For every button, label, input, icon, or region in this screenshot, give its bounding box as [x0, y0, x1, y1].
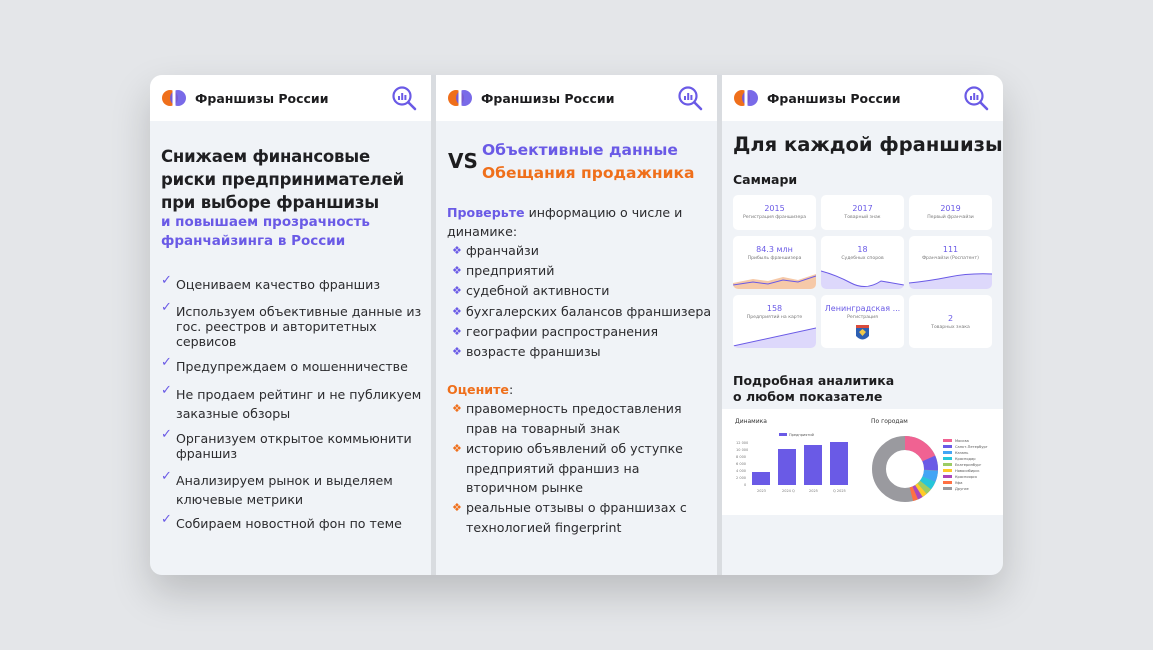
summary-title: Саммари	[733, 172, 798, 187]
y-tick: 8 000	[736, 455, 747, 459]
legend-swatch	[779, 433, 787, 436]
mission-subheading: и повышаем прозрачность франчайзинга в России	[161, 214, 370, 249]
summary-tile[interactable]: 2019 Первый франчайзи	[909, 195, 992, 230]
y-tick: 6 000	[736, 462, 747, 466]
legend-item: Казань	[943, 451, 998, 455]
y-tick: 4 000	[736, 469, 747, 473]
checkmark-icon: ✓	[161, 469, 172, 484]
checklist-item: ✓ Организуем открытое коммьюнити франшиз	[161, 427, 412, 461]
brand-name: Франшизы России	[195, 91, 329, 106]
dynamics-bar-chart	[732, 427, 862, 513]
legend-item: Санкт-Петербург	[943, 445, 998, 449]
header	[722, 75, 1003, 121]
x-tick: 2023	[757, 489, 766, 493]
checkmark-icon: ✓	[161, 273, 172, 288]
diamond-bullet-icon: ❖	[452, 442, 462, 455]
search-analytics-icon[interactable]	[677, 85, 703, 111]
legend-item: Москва	[943, 439, 998, 443]
slide-comparison	[436, 75, 717, 575]
mission-heading: Снижаем финансовые риски предпринимателей при выборе франшизы	[161, 147, 404, 212]
check-list-item: ❖ судебной активности	[452, 281, 714, 301]
legend-item: Другие	[943, 487, 998, 491]
sparkline	[821, 265, 904, 289]
bar	[830, 442, 848, 485]
legend-item: Краснодар	[943, 457, 998, 461]
sales-promises-heading: Обещания продажника	[482, 164, 695, 182]
bar	[778, 449, 796, 485]
slide-mission	[150, 75, 431, 575]
diamond-bullet-icon: ❖	[452, 284, 462, 297]
search-analytics-icon[interactable]	[391, 85, 417, 111]
x-tick: Q 2025	[833, 489, 846, 493]
diamond-bullet-icon: ❖	[452, 325, 462, 338]
legend-item: Уфа	[943, 481, 998, 485]
y-tick: 10 000	[736, 448, 749, 452]
sparkline	[909, 265, 992, 289]
diamond-bullet-icon: ❖	[452, 345, 462, 358]
summary-tile[interactable]: 2015 Регистрация франшизера	[733, 195, 816, 230]
summary-tile[interactable]: Ленинградская ... Регистрация	[821, 295, 904, 348]
cities-donut-chart	[867, 427, 943, 509]
check-list-item: ❖ бухгалерских балансов франшизера	[452, 302, 714, 322]
dynamics-label: Динамика	[735, 418, 767, 425]
sparkline	[733, 324, 816, 348]
checklist-item: ✓ Предупреждаем о мошенничестве	[161, 355, 408, 374]
analytics-preview	[722, 409, 1003, 515]
header	[436, 75, 717, 121]
rate-list-item: ❖ реальные отзывы о франшизах с технологией fingerprint	[452, 500, 687, 535]
summary-tile[interactable]: 111 Франчайзи (Роспатент)	[909, 236, 992, 289]
y-tick: 2 000	[736, 476, 747, 480]
check-list-item: ❖ предприятий	[452, 261, 714, 281]
summary-tile[interactable]: 2017 Товарный знак	[821, 195, 904, 230]
checklist-item: ✓ Оцениваем качество франшиз	[161, 273, 381, 292]
y-tick: 0	[744, 483, 747, 487]
search-analytics-icon[interactable]	[963, 85, 989, 111]
check-list-item: ❖ франчайзи	[452, 241, 714, 261]
brand-name: Франшизы России	[481, 91, 615, 106]
summary-tile[interactable]: 158 Предприятий на карте	[733, 295, 816, 348]
brand-logo-icon	[161, 88, 187, 108]
x-tick: 2024 Q	[782, 489, 795, 493]
x-tick: 2025	[809, 489, 818, 493]
diamond-bullet-icon: ❖	[452, 402, 462, 415]
legend-item: Екатеринбург	[943, 463, 998, 467]
summary-tile[interactable]: 84.3 млн Прибыль франшизера	[733, 236, 816, 289]
slides-container	[150, 75, 1003, 575]
diamond-bullet-icon: ❖	[452, 264, 462, 277]
legend-item: Новосибирск	[943, 469, 998, 473]
rate-list-item: ❖ историю объявлений об уступке предприятий франшиз на вторичном рынке	[452, 441, 683, 495]
bar-legend: Предприятий	[789, 433, 814, 437]
checkmark-icon: ✓	[161, 300, 172, 315]
bar	[804, 445, 822, 485]
objective-data-heading: Объективные данные	[482, 141, 678, 159]
checklist-item: ✓ Анализируем рынок и выделяем ключевые метрики	[161, 469, 393, 507]
checkmark-icon: ✓	[161, 512, 172, 527]
y-tick: 12 000	[736, 441, 749, 445]
checklist-item: ✓ Используем объективные данные из гос. реестров и авторитетных сервисов	[161, 300, 422, 349]
summary-tile[interactable]: 18 Судебных споров	[821, 236, 904, 289]
check-list-item: ❖ географии распространения	[452, 322, 714, 342]
checklist-item: ✓ Не продаем рейтинг и не публикуем заказные обзоры	[161, 383, 422, 421]
analytics-title: Подробная аналитика о любом показателе	[733, 373, 895, 404]
vs-label: VS	[448, 149, 478, 173]
region-emblem-icon	[821, 324, 904, 348]
checklist-item: ✓ Собираем новостной фон по теме	[161, 512, 402, 531]
rate-intro: Оцените:	[447, 382, 514, 397]
brand-name: Франшизы России	[767, 91, 901, 106]
checkmark-icon: ✓	[161, 355, 172, 370]
diamond-bullet-icon: ❖	[452, 244, 462, 257]
summary-tile[interactable]: 2 Товарных знака	[909, 295, 992, 348]
checkmark-icon: ✓	[161, 427, 172, 442]
check-intro: Проверьте информацию о числе и динамике:	[447, 205, 683, 239]
brand-logo-icon	[447, 88, 473, 108]
diamond-bullet-icon: ❖	[452, 305, 462, 318]
checkmark-icon: ✓	[161, 383, 172, 398]
bar	[752, 472, 770, 485]
header	[150, 75, 431, 121]
diamond-bullet-icon: ❖	[452, 501, 462, 514]
sparkline	[733, 265, 816, 289]
legend-item: Красноярск	[943, 475, 998, 479]
panel-title: Для каждой франшизы	[733, 133, 1003, 156]
cities-label: По городам	[871, 418, 908, 425]
brand-logo-icon	[733, 88, 759, 108]
check-list-item: ❖ возрасте франшизы	[452, 342, 714, 362]
rate-list-item: ❖ правомерность предоставления прав на товарный знак	[452, 401, 682, 436]
slide-analytics	[722, 75, 1003, 575]
